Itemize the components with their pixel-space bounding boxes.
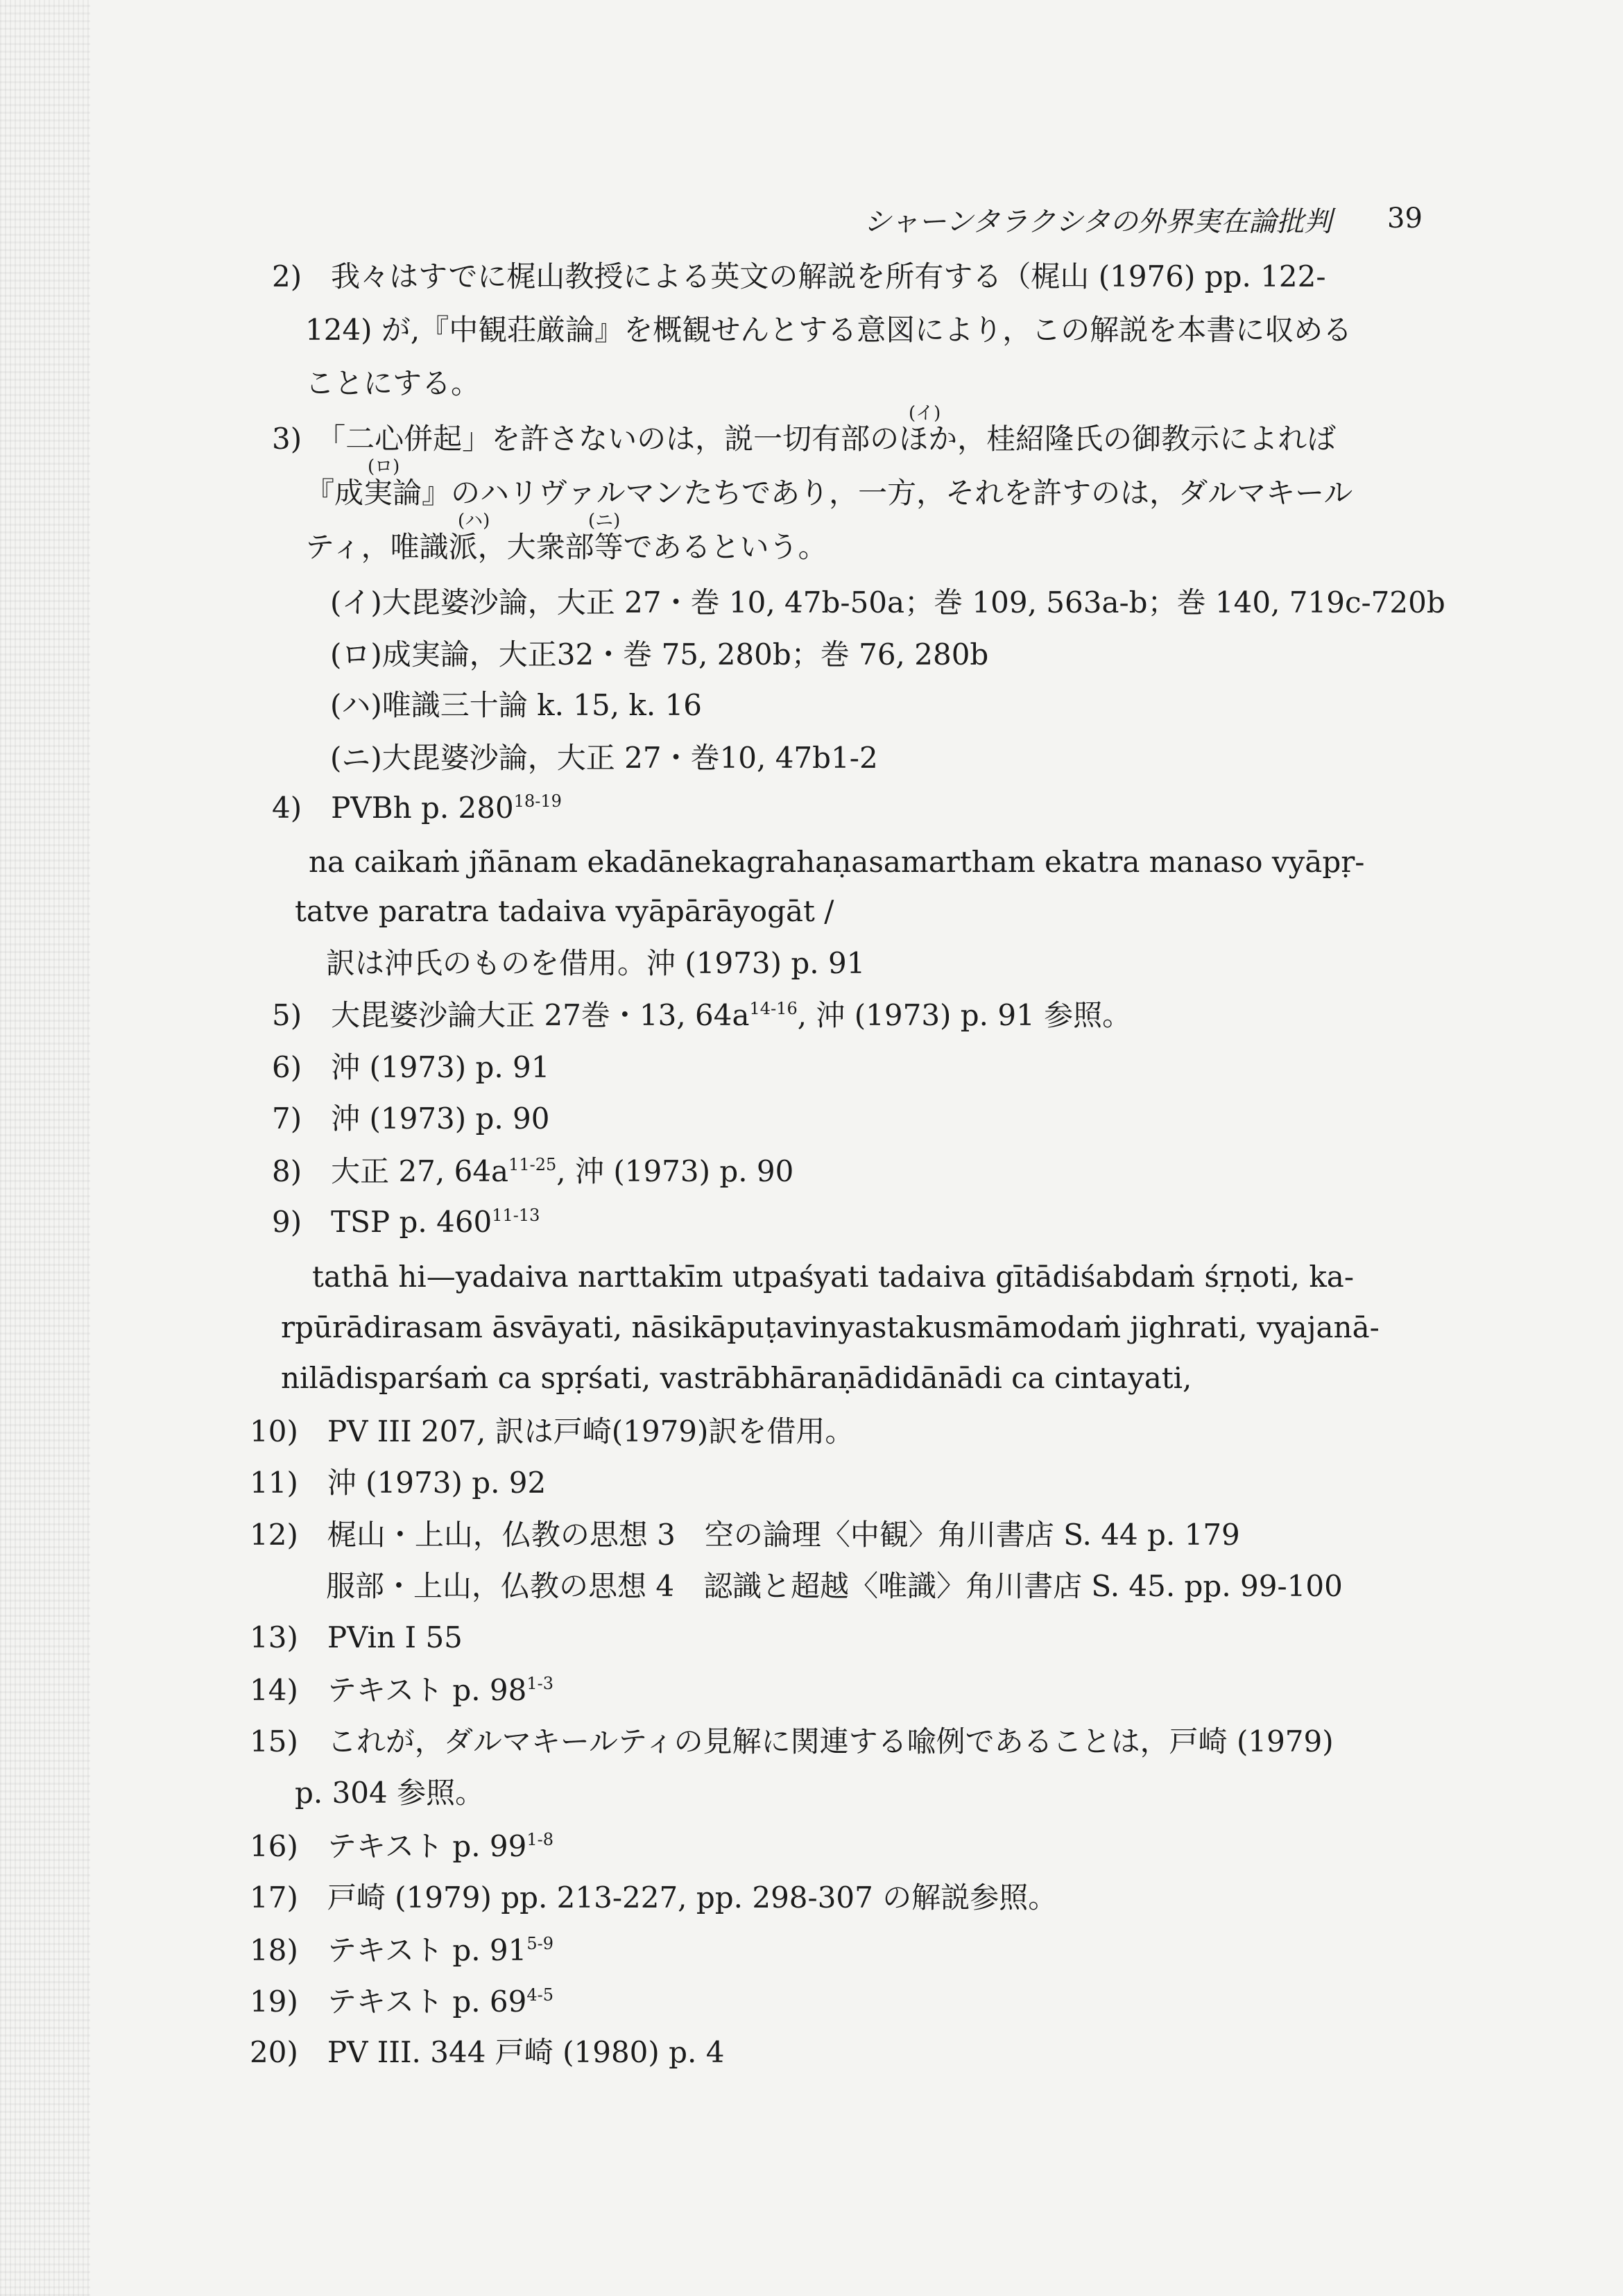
- note-15-line-2: p. 304 参照。: [295, 1776, 485, 1810]
- note-4-citation: 4) PVBh p. 280: [272, 791, 514, 825]
- ruby-marker-i: (イ): [909, 403, 941, 424]
- note-9-sanskrit-line-2: rpūrādirasam āsvāyati, nāsikāpuṭavinyastakusmāmodaṁ jighrati, vyajanā-: [281, 1310, 1380, 1344]
- note-5-superscript: 14-16: [749, 999, 798, 1018]
- note-9-label: [272, 1207, 540, 1237]
- note-8-text: 8) 大正 27, 64a: [272, 1154, 509, 1188]
- note-3-ref-i: (イ)大毘婆沙論，大正 27・巻 10, 47b-50a；巻 109, 563a-b；巻 140, 719c-720b: [330, 585, 1445, 619]
- note-17: 17) 戸崎 (1979) pp. 213-227, pp. 298-307 の解説参照。: [250, 1881, 1058, 1914]
- page-number: 39: [1387, 203, 1423, 234]
- note-2-line-1: 2) 我々はすでに梶山教授による英文の解説を所有する（梶山 (1976) pp. 122-: [272, 259, 1326, 293]
- note-16-superscript: 1-8: [526, 1830, 554, 1849]
- note-5-tail: , 沖 (1973) p. 91 参照。: [797, 998, 1132, 1032]
- note-3-line-3: ティ，唯識派，大衆部等であるという。: [305, 530, 827, 564]
- note-12-line-2: 服部・上山，仏教の思想 4 認識と超越〈唯識〉角川書店 S. 45. pp. 99-100: [326, 1569, 1343, 1603]
- note-4-superscript: 18-19: [513, 791, 562, 811]
- note-13: 13) PVin I 55: [250, 1620, 463, 1654]
- note-3-line-2: 『成実論』のハリヴァルマンたちであり，一方，それを許すのは，ダルマキール: [305, 476, 1353, 510]
- note-9-sanskrit-line-3: nilādisparśaṁ ca spṛśati, vastrābhāraṇādidānādi ca cintayati,: [281, 1361, 1192, 1395]
- note-19: [250, 1985, 554, 2019]
- note-8-superscript: 11-25: [508, 1155, 557, 1174]
- scan-edge-noise: [0, 0, 90, 2296]
- note-19-text: 19) テキスト p. 69: [250, 1985, 527, 2019]
- note-20: 20) PV III. 344 戸崎 (1980) p. 4: [250, 2035, 725, 2069]
- note-5: [272, 1000, 1131, 1030]
- note-14: [250, 1675, 553, 1705]
- note-18: [250, 1935, 553, 1965]
- note-16-text: 16) テキスト p. 99: [250, 1829, 527, 1863]
- note-19-superscript: 4-5: [526, 1985, 554, 2005]
- note-7: 7) 沖 (1973) p. 90: [272, 1102, 550, 1136]
- ruby-marker-ni: (ニ): [588, 511, 621, 531]
- note-14-text: 14) テキスト p. 98: [250, 1673, 527, 1707]
- note-6: 6) 沖 (1973) p. 91: [272, 1050, 550, 1084]
- note-9-sanskrit-line-1: tathā hi—yadaiva narttakīm utpaśyati tadaiva gītādiśabdaṁ śṛṇoti, ka-: [312, 1260, 1355, 1294]
- note-2-line-2: 124) が,『中観荘厳論』を概観せんとする意図により，この解説を本書に収める: [305, 313, 1352, 347]
- ruby-marker-ha: (ハ): [458, 511, 490, 531]
- note-3-ref-ni: (ニ)大毘婆沙論，大正 27・巻10, 47b1-2: [330, 741, 878, 775]
- note-4-sanskrit-line-2: tatve paratra tadaiva vyāpārāyogāt /: [295, 894, 834, 928]
- note-9-citation: 9) TSP p. 460: [272, 1205, 492, 1239]
- note-2-line-3: ことにする。: [305, 366, 481, 400]
- note-16: [250, 1831, 553, 1861]
- note-8: [272, 1156, 793, 1186]
- note-14-superscript: 1-3: [526, 1674, 554, 1693]
- note-4-translation: 訳は沖氏のものを借用。沖 (1973) p. 91: [326, 946, 866, 980]
- note-3-ref-ha: (ハ)唯識三十論 k. 15, k. 16: [330, 688, 703, 722]
- ruby-marker-ro: (ロ): [368, 456, 400, 477]
- note-10: 10) PV III 207, 訳は戸崎(1979)訳を借用。: [250, 1414, 855, 1448]
- note-15-line-1: 15) これが，ダルマキールティの見解に関連する喩例であることは，戸崎 (1979): [250, 1724, 1334, 1758]
- note-18-text: 18) テキスト p. 91: [250, 1933, 527, 1967]
- note-5-text: 5) 大毘婆沙論大正 27巻・13, 64a: [272, 998, 750, 1032]
- note-3-ref-ro: (ロ)成実論，大正32・巻 75, 280b；巻 76, 280b: [330, 637, 989, 671]
- note-4-label: [272, 793, 562, 823]
- note-9-superscript: 11-13: [492, 1206, 540, 1225]
- note-11: 11) 沖 (1973) p. 92: [250, 1466, 547, 1500]
- note-4-sanskrit-line-1: na caikaṁ jñānam ekadānekagrahaṇasamartham ekatra manaso vyāpṛ-: [309, 845, 1365, 879]
- running-header: [864, 200, 1423, 239]
- note-18-superscript: 5-9: [526, 1934, 554, 1953]
- note-3-line-1: 3) 「二心併起」を許さないのは，説一切有部のほか，桂紹隆氏の御教示によれば: [272, 422, 1337, 456]
- note-8-tail: , 沖 (1973) p. 90: [556, 1154, 794, 1188]
- note-12-line-1: 12) 梶山・上山，仏教の思想 3 空の論理〈中観〉角川書店 S. 44 p. 179: [250, 1518, 1240, 1552]
- running-title: シャーンタラクシタの外界実在論批判: [864, 206, 1332, 238]
